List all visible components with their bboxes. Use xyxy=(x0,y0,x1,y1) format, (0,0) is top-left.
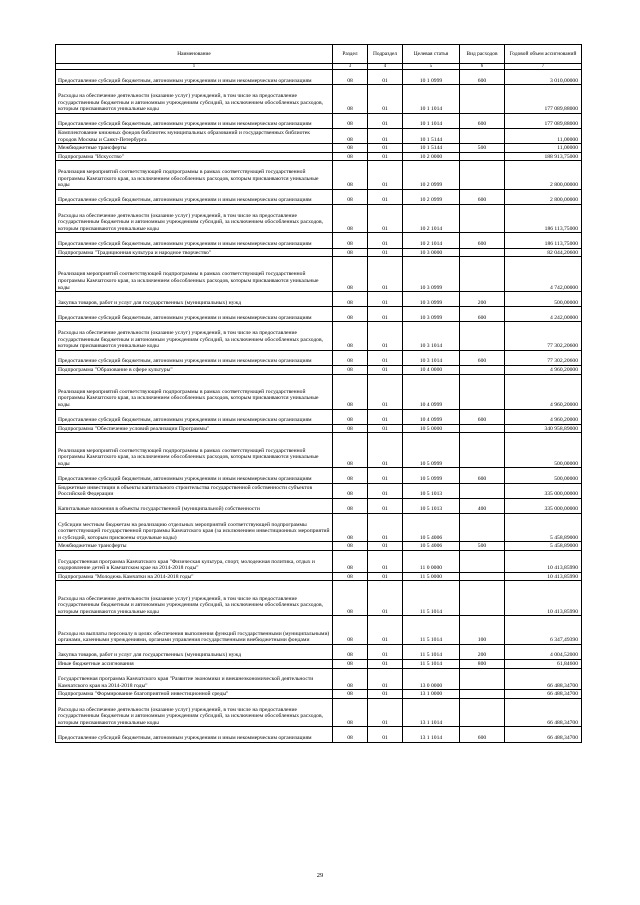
row-podrazdel-cell: 01 xyxy=(368,616,403,644)
header-razdel: Раздел xyxy=(333,45,368,64)
row-target-article-cell: 10 2 0999 xyxy=(403,189,460,204)
row-name-cell: Предоставление субсидий бюджетным, автономным учреждениям и иным некоммерческим организациям xyxy=(56,307,333,322)
row-name-cell: Расходы на обеспечение деятельности (оказание услуг) учреждений, в том числе на предоставление государственным бюджетным и автономным учреждениям субсидий, за исключением обособленных расходов, которым присваиваются уникальные коды xyxy=(56,204,333,232)
row-podrazdel-cell: 01 xyxy=(368,659,403,668)
row-expense-type-cell xyxy=(460,374,505,409)
index-cell: 3 xyxy=(333,64,368,70)
row-podrazdel-cell: 01 xyxy=(368,409,403,424)
row-target-article-cell: 10 3 0000 xyxy=(403,248,460,257)
table-row xyxy=(56,483,582,498)
table-row xyxy=(56,374,582,409)
row-expense-type-cell xyxy=(460,433,505,468)
row-razdel-cell: 08 xyxy=(333,572,368,581)
row-amount-cell: 11,00000 xyxy=(505,128,582,143)
row-podrazdel-cell: 01 xyxy=(368,204,403,232)
row-podrazdel-cell: 01 xyxy=(368,468,403,483)
row-expense-type-cell xyxy=(460,572,505,581)
row-amount-cell: 66 488,34700 xyxy=(505,698,582,726)
row-podrazdel-cell: 01 xyxy=(368,572,403,581)
row-name-cell: Предоставление субсидий бюджетным, автономным учреждениям и иным некоммерческим организациям xyxy=(56,189,333,204)
row-name-cell: Капитальные вложения в объекты государственной (муниципальной) собственности xyxy=(56,498,333,513)
row-amount-cell: 335 000,00000 xyxy=(505,483,582,498)
row-expense-type-cell: 200 xyxy=(460,292,505,307)
row-amount-cell: 66 488,34700 xyxy=(505,668,582,690)
row-expense-type-cell xyxy=(460,581,505,616)
row-expense-type-cell xyxy=(460,690,505,699)
row-name-cell: Иные бюджетные ассигнования xyxy=(56,659,333,668)
table-row xyxy=(56,366,582,375)
table-row xyxy=(56,307,582,322)
row-razdel-cell: 08 xyxy=(333,322,368,350)
row-razdel-cell: 08 xyxy=(333,668,368,690)
row-amount-cell: 5 458,89000 xyxy=(505,513,582,541)
table-row xyxy=(56,690,582,699)
row-target-article-cell: 10 5 0999 xyxy=(403,433,460,468)
row-amount-cell: 186 113,75000 xyxy=(505,233,582,248)
row-amount-cell: 186 113,75000 xyxy=(505,204,582,232)
row-name-cell: Реализация мероприятий соответствующей подпрограммы в рамках соответствующей государственной программы Камчатского края, за исключением обособленных расходов, которым присваиваются уникальные коды xyxy=(56,161,333,189)
row-podrazdel-cell: 01 xyxy=(368,513,403,541)
row-expense-type-cell xyxy=(460,248,505,257)
row-razdel-cell: 08 xyxy=(333,690,368,699)
row-podrazdel-cell: 01 xyxy=(368,144,403,153)
row-expense-type-cell xyxy=(460,257,505,292)
row-name-cell: Субсидии местным бюджетам на реализацию отдельных мероприятий соответствующей подпрограммы соответствующей государственной программы Камчатского края (за исключением инвестиционных мероприятий и субсидий, которым присвоены отдельные коды) xyxy=(56,513,333,541)
row-target-article-cell: 11 5 1014 xyxy=(403,644,460,659)
table-row xyxy=(56,233,582,248)
row-target-article-cell: 10 5 0999 xyxy=(403,468,460,483)
row-name-cell: Реализация мероприятий соответствующей подпрограммы в рамках соответствующей государственной программы Камчатского края, за исключением обособленных расходов, которым присваиваются уникальные коды xyxy=(56,374,333,409)
row-expense-type-cell xyxy=(460,85,505,113)
row-podrazdel-cell: 01 xyxy=(368,374,403,409)
row-target-article-cell: 10 1 1014 xyxy=(403,113,460,128)
table-row xyxy=(56,433,582,468)
row-expense-type-cell xyxy=(460,698,505,726)
row-name-cell: Межбюджетные трансферты xyxy=(56,542,333,551)
row-razdel-cell: 08 xyxy=(333,727,368,742)
row-amount-cell: 177 089,88000 xyxy=(505,85,582,113)
row-expense-type-cell xyxy=(460,483,505,498)
row-amount-cell: 4 960,20000 xyxy=(505,374,582,409)
table-row xyxy=(56,698,582,726)
row-amount-cell: 500,00000 xyxy=(505,292,582,307)
table-row xyxy=(56,350,582,365)
row-name-cell: Расходы на обеспечение деятельности (оказание услуг) учреждений, в том числе на предоставление государственным бюджетным и автономным учреждениям субсидий, за исключением обособленных расходов, которым присваиваются уникальные коды xyxy=(56,698,333,726)
row-podrazdel-cell: 01 xyxy=(368,189,403,204)
row-target-article-cell: 10 1 5144 xyxy=(403,128,460,143)
row-name-cell: Закупка товаров, работ и услуг для государственных (муниципальных) нужд xyxy=(56,644,333,659)
row-expense-type-cell: 600 xyxy=(460,233,505,248)
row-amount-cell: 500,00000 xyxy=(505,433,582,468)
row-expense-type-cell: 500 xyxy=(460,144,505,153)
row-name-cell: Расходы на обеспечение деятельности (оказание услуг) учреждений, в том числе на предоставление государственным бюджетным и автономным учреждениям субсидий, за исключением обособленных расходов, которым присваиваются уникальные коды xyxy=(56,581,333,616)
row-target-article-cell: 11 5 1014 xyxy=(403,616,460,644)
row-podrazdel-cell: 01 xyxy=(368,248,403,257)
row-razdel-cell: 08 xyxy=(333,204,368,232)
row-amount-cell: 188 913,75000 xyxy=(505,152,582,161)
row-expense-type-cell: 800 xyxy=(460,659,505,668)
header-podrazdel: Подраздел xyxy=(368,45,403,64)
row-name-cell: Предоставление субсидий бюджетным, автономным учреждениям и иным некоммерческим организациям xyxy=(56,350,333,365)
row-podrazdel-cell: 01 xyxy=(368,698,403,726)
row-expense-type-cell xyxy=(460,513,505,541)
row-amount-cell: 82 044,20600 xyxy=(505,248,582,257)
row-amount-cell: 11,00000 xyxy=(505,144,582,153)
table-row xyxy=(56,424,582,433)
row-target-article-cell: 10 3 1014 xyxy=(403,350,460,365)
row-target-article-cell: 10 1 5144 xyxy=(403,144,460,153)
index-cell: 7 xyxy=(505,64,582,70)
row-target-article-cell: 11 5 1014 xyxy=(403,581,460,616)
row-amount-cell: 77 302,20600 xyxy=(505,350,582,365)
row-razdel-cell: 08 xyxy=(333,307,368,322)
row-razdel-cell: 08 xyxy=(333,257,368,292)
row-target-article-cell: 10 2 1014 xyxy=(403,233,460,248)
row-expense-type-cell xyxy=(460,424,505,433)
row-name-cell: Предоставление субсидий бюджетным, автономным учреждениям и иным некоммерческим организациям xyxy=(56,468,333,483)
row-name-cell: Реализация мероприятий соответствующей подпрограммы в рамках соответствующей государственной программы Камчатского края, за исключением обособленных расходов, которым присваиваются уникальные коды xyxy=(56,433,333,468)
row-podrazdel-cell: 01 xyxy=(368,307,403,322)
table-row xyxy=(56,542,582,551)
row-amount-cell: 177 089,88000 xyxy=(505,113,582,128)
row-razdel-cell: 08 xyxy=(333,659,368,668)
table-row xyxy=(56,113,582,128)
index-cell: 4 xyxy=(368,64,403,70)
row-podrazdel-cell: 01 xyxy=(368,542,403,551)
row-razdel-cell: 08 xyxy=(333,113,368,128)
page-number: 29 xyxy=(316,872,324,879)
row-expense-type-cell: 600 xyxy=(460,727,505,742)
row-amount-cell: 335 000,00000 xyxy=(505,498,582,513)
row-razdel-cell: 08 xyxy=(333,483,368,498)
row-target-article-cell: 10 1 1014 xyxy=(403,85,460,113)
table-row xyxy=(56,644,582,659)
row-expense-type-cell: 600 xyxy=(460,468,505,483)
row-target-article-cell: 10 4 0999 xyxy=(403,409,460,424)
row-name-cell: Государственная программа Камчатского края "Развитие экономики и внешнеэкономической деятельности Камчатского края на 2014-2018 годы" xyxy=(56,668,333,690)
row-name-cell: Подпрограмма "Формирование благоприятной инвестиционной среды" xyxy=(56,690,333,699)
row-razdel-cell: 08 xyxy=(333,424,368,433)
row-name-cell: Межбюджетные трансферты xyxy=(56,144,333,153)
row-razdel-cell: 08 xyxy=(333,616,368,644)
row-name-cell: Комплектование книжных фондов библиотек муниципальных образований и государственных библиотек городов Москвы и Санкт-Петербурга xyxy=(56,128,333,143)
row-razdel-cell: 08 xyxy=(333,374,368,409)
row-name-cell: Закупка товаров, работ и услуг для государственных (муниципальных) нужд xyxy=(56,292,333,307)
table-row xyxy=(56,144,582,153)
row-razdel-cell: 08 xyxy=(333,468,368,483)
row-amount-cell: 5 458,89000 xyxy=(505,542,582,551)
row-name-cell: Расходы на выплаты персоналу в целях обеспечения выполнения функций государственными (муниципальными) органами, казенными учреждениями, органами управления государственными внебюджетными фондами xyxy=(56,616,333,644)
row-podrazdel-cell: 01 xyxy=(368,292,403,307)
row-amount-cell: 10 413,85990 xyxy=(505,581,582,616)
row-podrazdel-cell: 01 xyxy=(368,581,403,616)
table-row xyxy=(56,572,582,581)
table-row xyxy=(56,468,582,483)
row-amount-cell: 2 800,00000 xyxy=(505,161,582,189)
row-razdel-cell: 08 xyxy=(333,550,368,572)
row-target-article-cell: 10 5 1013 xyxy=(403,483,460,498)
index-cell: 1 xyxy=(56,64,333,70)
row-expense-type-cell xyxy=(460,204,505,232)
table-row xyxy=(56,189,582,204)
table-row xyxy=(56,257,582,292)
table-body xyxy=(56,70,582,742)
row-razdel-cell: 08 xyxy=(333,233,368,248)
header-target-article: Целевая статья xyxy=(403,45,460,64)
row-name-cell: Предоставление субсидий бюджетным, автономным учреждениям и иным некоммерческим организациям xyxy=(56,727,333,742)
row-target-article-cell: 11 5 1014 xyxy=(403,659,460,668)
row-amount-cell: 4 004,52000 xyxy=(505,644,582,659)
row-razdel-cell: 08 xyxy=(333,433,368,468)
row-expense-type-cell: 600 xyxy=(460,189,505,204)
budget-table xyxy=(55,44,582,743)
row-amount-cell: 4 242,00000 xyxy=(505,307,582,322)
row-expense-type-cell xyxy=(460,550,505,572)
row-expense-type-cell: 100 xyxy=(460,616,505,644)
row-expense-type-cell: 600 xyxy=(460,350,505,365)
row-target-article-cell: 10 3 0999 xyxy=(403,307,460,322)
row-target-article-cell: 10 5 4006 xyxy=(403,513,460,541)
row-name-cell: Предоставление субсидий бюджетным, автономным учреждениям и иным некоммерческим организациям xyxy=(56,113,333,128)
row-razdel-cell: 08 xyxy=(333,292,368,307)
table-row xyxy=(56,668,582,690)
row-podrazdel-cell: 01 xyxy=(368,128,403,143)
row-razdel-cell: 08 xyxy=(333,189,368,204)
row-amount-cell: 500,00000 xyxy=(505,468,582,483)
header-name: Наименование xyxy=(56,45,333,64)
row-podrazdel-cell: 01 xyxy=(368,498,403,513)
row-name-cell: Подпрограмма "Молодежь Камчатки на 2014-2018 годы" xyxy=(56,572,333,581)
row-amount-cell: 2 800,00000 xyxy=(505,189,582,204)
row-target-article-cell: 10 2 1014 xyxy=(403,204,460,232)
row-name-cell: Предоставление субсидий бюджетным, автономным учреждениям и иным некоммерческим организациям xyxy=(56,233,333,248)
row-name-cell: Реализация мероприятий соответствующей подпрограммы в рамках соответствующей государственной программы Камчатского края, за исключением обособленных расходов, которым присваиваются уникальные коды xyxy=(56,257,333,292)
row-podrazdel-cell: 01 xyxy=(368,550,403,572)
row-podrazdel-cell: 01 xyxy=(368,85,403,113)
index-cell: 6 xyxy=(460,64,505,70)
row-expense-type-cell: 600 xyxy=(460,409,505,424)
row-podrazdel-cell: 01 xyxy=(368,257,403,292)
table-row xyxy=(56,128,582,143)
row-target-article-cell: 10 5 0000 xyxy=(403,424,460,433)
row-podrazdel-cell: 01 xyxy=(368,366,403,375)
row-target-article-cell: 10 4 0000 xyxy=(403,366,460,375)
row-expense-type-cell xyxy=(460,128,505,143)
row-podrazdel-cell: 01 xyxy=(368,433,403,468)
row-amount-cell: 66 488,34700 xyxy=(505,727,582,742)
header-row xyxy=(56,45,582,64)
row-podrazdel-cell: 01 xyxy=(368,483,403,498)
row-razdel-cell: 08 xyxy=(333,144,368,153)
row-name-cell: Государственная программа Камчатского края "Физическая культура, спорт, молодежная политика, отдых и оздоровление детей в Камчатском крае на 2014-2018 годы" xyxy=(56,550,333,572)
row-razdel-cell: 08 xyxy=(333,366,368,375)
row-podrazdel-cell: 01 xyxy=(368,161,403,189)
row-amount-cell: 4 960,20000 xyxy=(505,409,582,424)
row-podrazdel-cell: 01 xyxy=(368,727,403,742)
row-expense-type-cell xyxy=(460,366,505,375)
row-razdel-cell: 08 xyxy=(333,409,368,424)
row-amount-cell: 340 958,89000 xyxy=(505,424,582,433)
row-podrazdel-cell: 01 xyxy=(368,322,403,350)
table-row xyxy=(56,727,582,742)
header-expense-type: Вид расходов xyxy=(460,45,505,64)
row-podrazdel-cell: 01 xyxy=(368,424,403,433)
row-target-article-cell: 10 4 0999 xyxy=(403,374,460,409)
row-expense-type-cell: 200 xyxy=(460,644,505,659)
row-target-article-cell: 10 3 0999 xyxy=(403,257,460,292)
row-target-article-cell: 10 5 4006 xyxy=(403,542,460,551)
row-target-article-cell: 10 5 1013 xyxy=(403,498,460,513)
index-cell: 5 xyxy=(403,64,460,70)
table-row xyxy=(56,659,582,668)
row-target-article-cell: 13 1 0000 xyxy=(403,690,460,699)
row-expense-type-cell: 600 xyxy=(460,70,505,85)
row-name-cell: Предоставление субсидий бюджетным, автономным учреждениям и иным некоммерческим организациям xyxy=(56,70,333,85)
row-target-article-cell: 11 5 0000 xyxy=(403,572,460,581)
table-row xyxy=(56,85,582,113)
row-name-cell: Подпрограмма "Традиционная культура и народное творчество" xyxy=(56,248,333,257)
row-target-article-cell: 13 1 1014 xyxy=(403,698,460,726)
row-razdel-cell: 08 xyxy=(333,248,368,257)
header-annual-volume: Годовой объем ассигнований xyxy=(505,45,582,64)
row-podrazdel-cell: 01 xyxy=(368,233,403,248)
table-row xyxy=(56,161,582,189)
table-row xyxy=(56,292,582,307)
table-row xyxy=(56,550,582,572)
row-expense-type-cell xyxy=(460,152,505,161)
row-target-article-cell: 11 0 0000 xyxy=(403,550,460,572)
row-name-cell: Расходы на обеспечение деятельности (оказание услуг) учреждений, в том числе на предоставление государственным бюджетным и автономным учреждениям субсидий, за исключением обособленных расходов, которым присваиваются уникальные коды xyxy=(56,322,333,350)
row-podrazdel-cell: 01 xyxy=(368,113,403,128)
row-amount-cell: 77 302,20600 xyxy=(505,322,582,350)
row-expense-type-cell xyxy=(460,322,505,350)
row-target-article-cell: 10 3 0999 xyxy=(403,292,460,307)
row-razdel-cell: 08 xyxy=(333,542,368,551)
table-row xyxy=(56,513,582,541)
row-amount-cell: 10 413,85990 xyxy=(505,572,582,581)
row-podrazdel-cell: 01 xyxy=(368,350,403,365)
row-podrazdel-cell: 01 xyxy=(368,644,403,659)
row-razdel-cell: 08 xyxy=(333,350,368,365)
row-expense-type-cell: 500 xyxy=(460,542,505,551)
table-row xyxy=(56,70,582,85)
row-razdel-cell: 08 xyxy=(333,85,368,113)
row-name-cell: Подпрограмма "Обеспечение условий реализации Программы" xyxy=(56,424,333,433)
table-row xyxy=(56,581,582,616)
table-row xyxy=(56,248,582,257)
row-razdel-cell: 08 xyxy=(333,698,368,726)
row-razdel-cell: 08 xyxy=(333,161,368,189)
row-expense-type-cell: 400 xyxy=(460,498,505,513)
table-row xyxy=(56,616,582,644)
row-expense-type-cell: 600 xyxy=(460,307,505,322)
row-name-cell: Предоставление субсидий бюджетным, автономным учреждениям и иным некоммерческим организациям xyxy=(56,409,333,424)
row-amount-cell: 61,84600 xyxy=(505,659,582,668)
row-name-cell: Подпрограмма "Образование в сфере культуры" xyxy=(56,366,333,375)
row-amount-cell: 4 742,00000 xyxy=(505,257,582,292)
row-name-cell: Подпрограмма "Искусство" xyxy=(56,152,333,161)
budget-table-page xyxy=(55,44,581,743)
row-expense-type-cell xyxy=(460,668,505,690)
table-row xyxy=(56,152,582,161)
row-razdel-cell: 08 xyxy=(333,152,368,161)
row-razdel-cell: 08 xyxy=(333,581,368,616)
row-expense-type-cell xyxy=(460,161,505,189)
row-name-cell: Бюджетные инвестиции в объекты капитального строительства государственной собственности субъектов Российской Федерации xyxy=(56,483,333,498)
row-target-article-cell: 10 2 0000 xyxy=(403,152,460,161)
table-row xyxy=(56,409,582,424)
row-razdel-cell: 08 xyxy=(333,513,368,541)
row-target-article-cell: 10 1 0999 xyxy=(403,70,460,85)
row-target-article-cell: 13 1 1014 xyxy=(403,727,460,742)
row-amount-cell: 3 010,00000 xyxy=(505,70,582,85)
row-razdel-cell: 08 xyxy=(333,128,368,143)
row-podrazdel-cell: 01 xyxy=(368,690,403,699)
row-target-article-cell: 10 3 1014 xyxy=(403,322,460,350)
row-razdel-cell: 08 xyxy=(333,498,368,513)
row-amount-cell: 4 960,20000 xyxy=(505,366,582,375)
row-amount-cell: 66 488,34700 xyxy=(505,690,582,699)
row-name-cell: Расходы на обеспечение деятельности (оказание услуг) учреждений, в том числе на предоставление государственным бюджетным и автономным учреждениям субсидий, за исключением обособленных расходов, которым присваиваются уникальные коды xyxy=(56,85,333,113)
row-target-article-cell: 10 2 0999 xyxy=(403,161,460,189)
row-amount-cell: 6 347,49390 xyxy=(505,616,582,644)
row-expense-type-cell: 600 xyxy=(460,113,505,128)
row-podrazdel-cell: 01 xyxy=(368,668,403,690)
table-row xyxy=(56,204,582,232)
table-row xyxy=(56,322,582,350)
row-target-article-cell: 13 0 0000 xyxy=(403,668,460,690)
row-razdel-cell: 08 xyxy=(333,70,368,85)
table-row xyxy=(56,498,582,513)
row-amount-cell: 10 413,85990 xyxy=(505,550,582,572)
row-podrazdel-cell: 01 xyxy=(368,152,403,161)
row-podrazdel-cell: 01 xyxy=(368,70,403,85)
row-razdel-cell: 08 xyxy=(333,644,368,659)
